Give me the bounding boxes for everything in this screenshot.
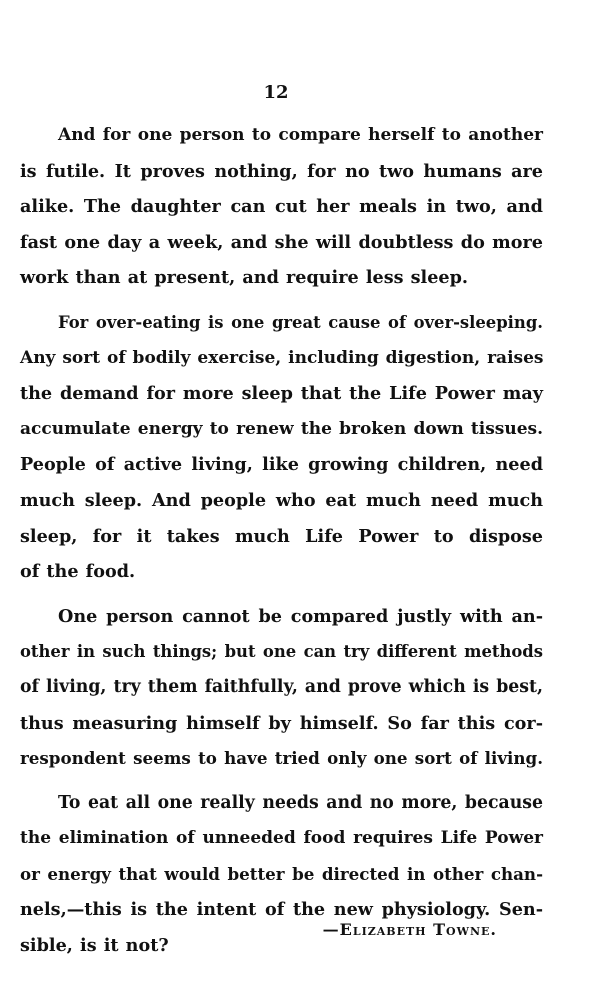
text-line: much sleep. And people who eat much need much — [20, 489, 543, 511]
author-signature: —Elizabeth Towne. — [322, 920, 497, 939]
paragraph-1 — [20, 118, 543, 296]
body-text — [20, 118, 543, 973]
text-line: work than at present, and require less sleep. — [20, 267, 469, 289]
text-line: fast one day a week, and she will doubtless do more — [20, 231, 543, 253]
text-line: or energy that would better be directed in other chan- — [20, 863, 543, 884]
text-line: sible, is it not? — [20, 935, 169, 957]
text-line: alike. The daughter can cut her meals in two, and — [20, 196, 543, 218]
text-line: nels,—this is the intent of the new physiology. Sen- — [20, 899, 543, 921]
text-line: of the food. — [20, 561, 136, 583]
text-line: respondent seems to have tried only one sort of living. — [20, 748, 543, 769]
page-number: 12 — [263, 82, 289, 103]
text-line: of living, try them faithfully, and prove which is best, — [20, 676, 543, 697]
text-line: is futile. It proves nothing, for no two humans are — [20, 160, 543, 182]
text-line: For over-eating is one great cause of over-sleeping. — [58, 312, 543, 332]
text-line: thus measuring himself by himself. So far this cor- — [20, 712, 543, 734]
text-line: sleep, for it takes much Life Power to dispose — [20, 525, 543, 547]
text-line: other in such things; but one can try different methods — [20, 642, 543, 662]
text-line: Any sort of bodily exercise, including digestion, raises — [20, 347, 544, 368]
text-line: the demand for more sleep that the Life Power may — [20, 383, 543, 405]
text-line: One person cannot be compared justly with an- — [58, 605, 543, 627]
text-line: People of active living, like growing children, need — [20, 454, 543, 476]
paragraph-2 — [20, 305, 543, 590]
text-line: To eat all one really needs and no more, because — [58, 792, 543, 813]
text-line: accumulate energy to renew the broken down tissues. — [20, 418, 543, 439]
text-line: the elimination of unneeded food requires Life Power — [20, 828, 543, 849]
paragraph-3 — [20, 599, 543, 777]
text-line: And for one person to compare herself to another — [58, 125, 543, 145]
